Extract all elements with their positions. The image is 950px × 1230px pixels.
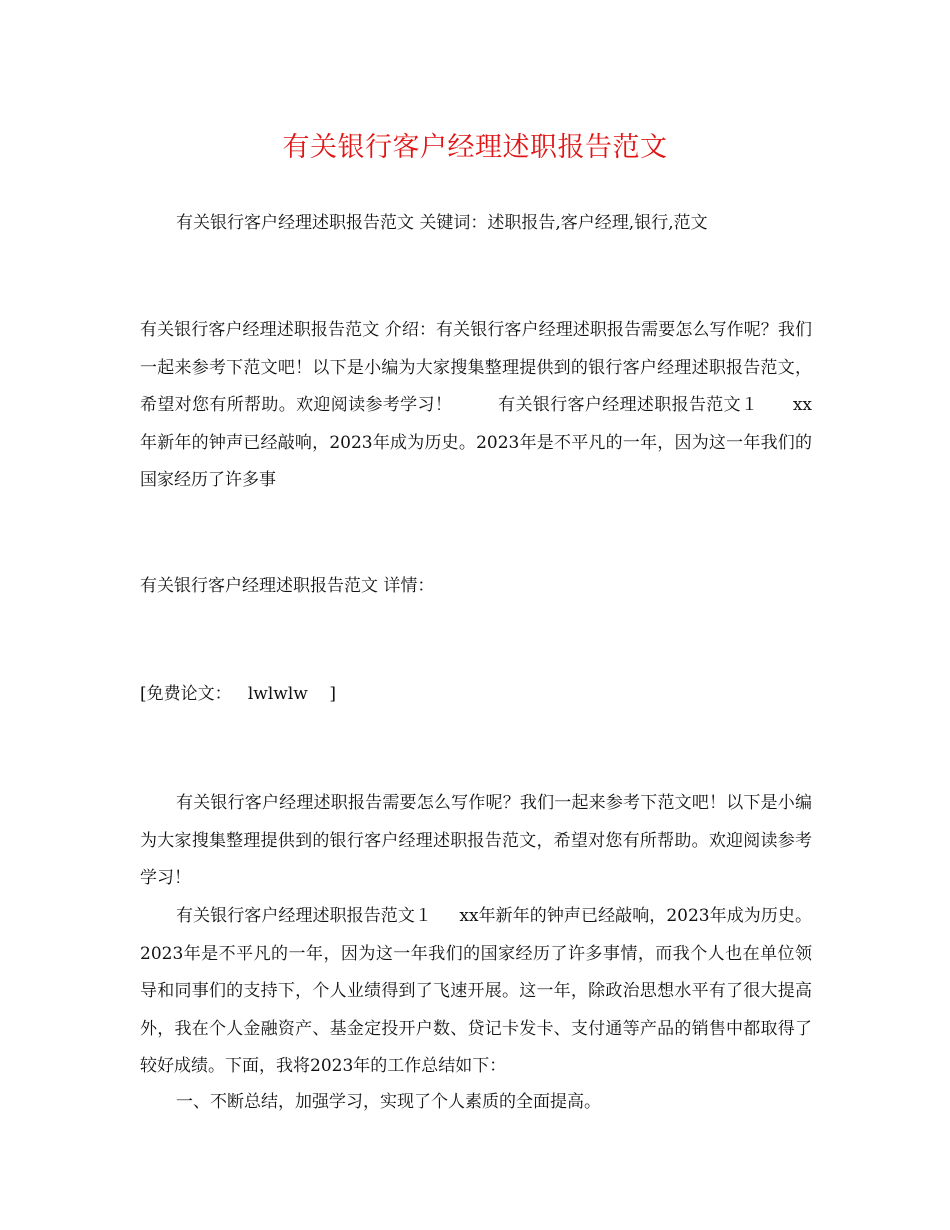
document-title: 有关银行客户经理述职报告范文 <box>282 132 668 163</box>
body-paragraph-2 <box>140 898 812 1086</box>
sample-heading: 有关银行客户经理述职报告范文１ <box>176 906 432 926</box>
details-label: 有关银行客户经理述职报告范文 详情： <box>140 576 435 596</box>
free-paper-note: [免费论文： lwlwlw ] <box>140 684 337 704</box>
body-paragraph-3: 一、不断总结，加强学习，实现了个人素质的全面提高。 <box>176 1092 601 1112</box>
sample-text: xx年新年的钟声已经敲响，2023年成为历史。2023年是不平凡的一年，因为这一年我们的国家经历了许多事情，而我个人也在单位领导和同事们的支持下，个人业绩得到了飞速开展。这一年，除政治思想水平有了很大提高外，我在个人金融资产、基金定投开户数、贷记卡发卡、支付通等产品的销售中都取得了较好成绩。下面，我将2023年的工作总结如下： <box>140 906 812 1076</box>
intro-paragraph <box>140 312 812 500</box>
intro-text: 有关银行客户经理述职报告范文 介绍：有关银行客户经理述职报告需要怎么写作呢？我们一起来参考下范文吧！以下是小编为大家搜集整理提供到的银行客户经理述职报告范文，希望对您有所帮助。欢迎阅读参考学习！ <box>140 320 812 415</box>
intro-sample-text: xx年新年的钟声已经敲响，2023年成为历史。2023年是不平凡的一年，因为这一年我们的国家经历了许多事 <box>140 395 812 490</box>
intro-sample-heading: 有关银行客户经理述职报告范文１ <box>498 395 759 415</box>
keywords-line: 有关银行客户经理述职报告范文 关键词：述职报告,客户经理,银行,范文 <box>176 213 708 233</box>
body-paragraph-1: 有关银行客户经理述职报告需要怎么写作呢？我们一起来参考下范文吧！以下是小编为大家搜集整理提供到的银行客户经理述职报告范文，希望对您有所帮助。欢迎阅读参考学习！ <box>140 793 812 888</box>
